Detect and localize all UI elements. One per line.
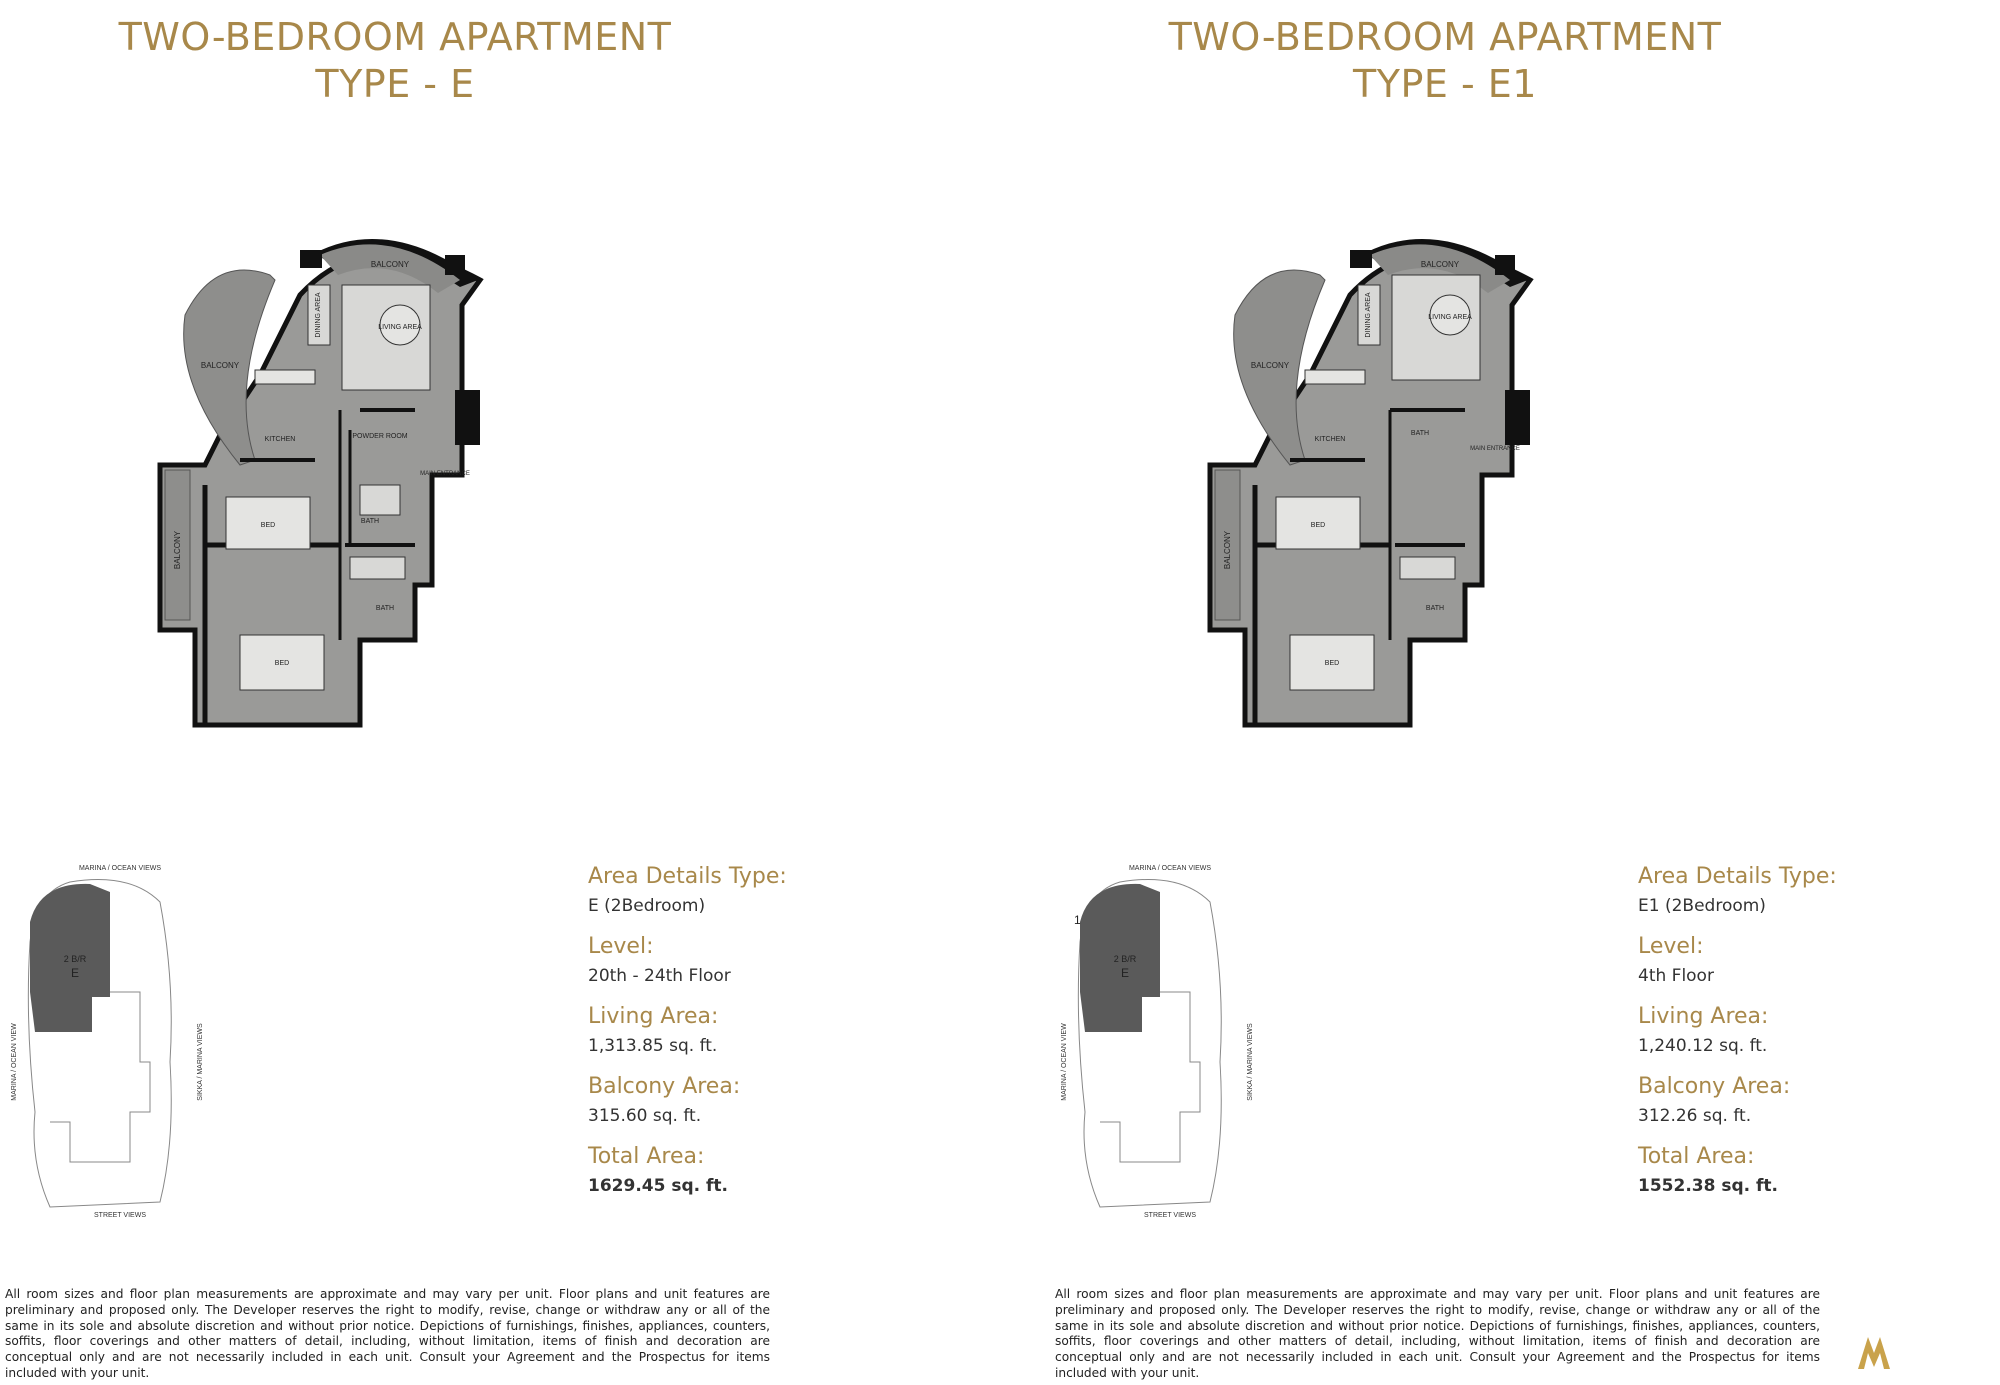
keyplan-left-label: MARINA / OCEAN VIEW [1061, 1023, 1068, 1101]
label-balcony-left: BALCONY [200, 361, 240, 370]
label-bed-1: BED [260, 522, 276, 529]
label-powder: POWDER ROOM [352, 433, 408, 440]
label-entrance: MAIN ENTRANCE [1470, 446, 1520, 452]
balcony-area-value: 315.60 sq. ft. [588, 1106, 702, 1126]
keyplan-right-label: SIKKA / MARINA VIEWS [1247, 1023, 1254, 1101]
floorplan-panel-type-e [0, 0, 950, 1385]
label-living: LIVING AREA [378, 324, 422, 331]
key-plan [10, 862, 220, 1222]
keyplan-bottom-label: STREET VIEWS [94, 1212, 146, 1219]
keyplan-bottom-label: STREET VIEWS [1144, 1212, 1196, 1219]
keyplan-top-label: MARINA / OCEAN VIEWS [78, 865, 162, 872]
balcony-area-value: 312.26 sq. ft. [1638, 1106, 1752, 1126]
label-kitchen: KITCHEN [264, 436, 296, 443]
floorplan-panel-type-e1 [1050, 0, 2000, 1385]
label-bath-1: BATH [360, 518, 380, 525]
label-entrance: MAIN ENTRANCE [420, 471, 470, 477]
label-balcony-side: BALCONY [173, 530, 182, 570]
level-value: 20th - 24th Floor [588, 966, 731, 986]
label-bath-2: BATH [1425, 605, 1445, 612]
page-title [1050, 14, 1840, 108]
keyplan-left-label: MARINA / OCEAN VIEW [11, 1023, 18, 1101]
living-area-label: Living Area: [1638, 1004, 1769, 1029]
level-value: 4th Floor [1638, 966, 1714, 986]
keyplan-marker: 1 [1074, 913, 1081, 927]
area-details [1638, 862, 1958, 1212]
balcony-area-label: Balcony Area: [588, 1074, 741, 1099]
label-dining: DINING AREA [1365, 292, 1372, 338]
balcony-area-label: Balcony Area: [1638, 1074, 1791, 1099]
keyplan-right-label: SIKKA / MARINA VIEWS [197, 1023, 204, 1101]
level-label: Level: [1638, 934, 1704, 959]
living-area-value: 1,240.12 sq. ft. [1638, 1036, 1768, 1056]
label-living: LIVING AREA [1428, 314, 1472, 321]
living-area-value: 1,313.85 sq. ft. [588, 1036, 718, 1056]
label-balcony-side: BALCONY [1223, 530, 1232, 570]
title-line-1: TWO-BEDROOM APARTMENT [1168, 15, 1722, 59]
total-area-value: 1629.45 sq. ft. [588, 1176, 728, 1196]
keyplan-unit-line-1: 2 B/R [1113, 954, 1137, 964]
page-title [0, 14, 790, 108]
type-value: E (2Bedroom) [588, 896, 706, 916]
label-kitchen: KITCHEN [1314, 436, 1346, 443]
area-details [588, 862, 908, 1212]
title-line-2: TYPE - E1 [1353, 62, 1537, 106]
disclaimer-text: All room sizes and floor plan measurements are approximate and may vary per unit. Floor plans and unit features are preliminary and proposed only. The Developer reserves the right to modify, revise, change or withdraw any or all of the same in its sole and absolute discretion and without prior notice. Depictions of furnishings, finishes, appliances, counters, soffits, floor coverings and other matters of detail, including, without limitation, items of finish and decoration are conceptual only and are not necessarily included in each unit. Consult your Agreement and the Prospectus for items included with your unit. [5, 1287, 770, 1380]
floor-plan [173, 235, 600, 835]
living-area-label: Living Area: [588, 1004, 719, 1029]
total-area-label: Total Area: [588, 1144, 705, 1169]
keyplan-top-label: MARINA / OCEAN VIEWS [1128, 865, 1212, 872]
key-plan [1060, 862, 1270, 1222]
gold-mountain-logo-icon [1854, 1331, 1894, 1371]
label-bed-1: BED [1310, 522, 1326, 529]
type-label: Area Details Type: [588, 864, 787, 889]
label-bath-2: BATH [375, 605, 395, 612]
total-area-label: Total Area: [1638, 1144, 1755, 1169]
title-line-2: TYPE - E [315, 62, 475, 106]
label-bath-1: BATH [1410, 430, 1430, 437]
type-label: Area Details Type: [1638, 864, 1837, 889]
disclaimer-text: All room sizes and floor plan measurements are approximate and may vary per unit. Floor plans and unit features are preliminary and proposed only. The Developer reserves the right to modify, revise, change or withdraw any or all of the same in its sole and absolute discretion and without prior notice. Depictions of furnishings, finishes, appliances, counters, soffits, floor coverings and other matters of detail, including, without limitation, items of finish and decoration are conceptual only and are not necessarily included in each unit. Consult your Agreement and the Prospectus for items included with your unit. [1055, 1287, 1820, 1380]
label-bed-2: BED [274, 660, 290, 667]
floor-plan [1223, 235, 1650, 835]
title-line-1: TWO-BEDROOM APARTMENT [118, 15, 672, 59]
level-label: Level: [588, 934, 654, 959]
label-balcony-top: BALCONY [1420, 260, 1460, 269]
keyplan-unit-line-1: 2 B/R [63, 954, 87, 964]
keyplan-unit-line-2: E [70, 966, 80, 980]
label-bed-2: BED [1324, 660, 1340, 667]
total-area-value: 1552.38 sq. ft. [1638, 1176, 1778, 1196]
label-balcony-top: BALCONY [370, 260, 410, 269]
label-balcony-left: BALCONY [1250, 361, 1290, 370]
type-value: E1 (2Bedroom) [1638, 896, 1766, 916]
keyplan-unit-line-2: E [1120, 966, 1130, 980]
label-dining: DINING AREA [315, 292, 322, 338]
